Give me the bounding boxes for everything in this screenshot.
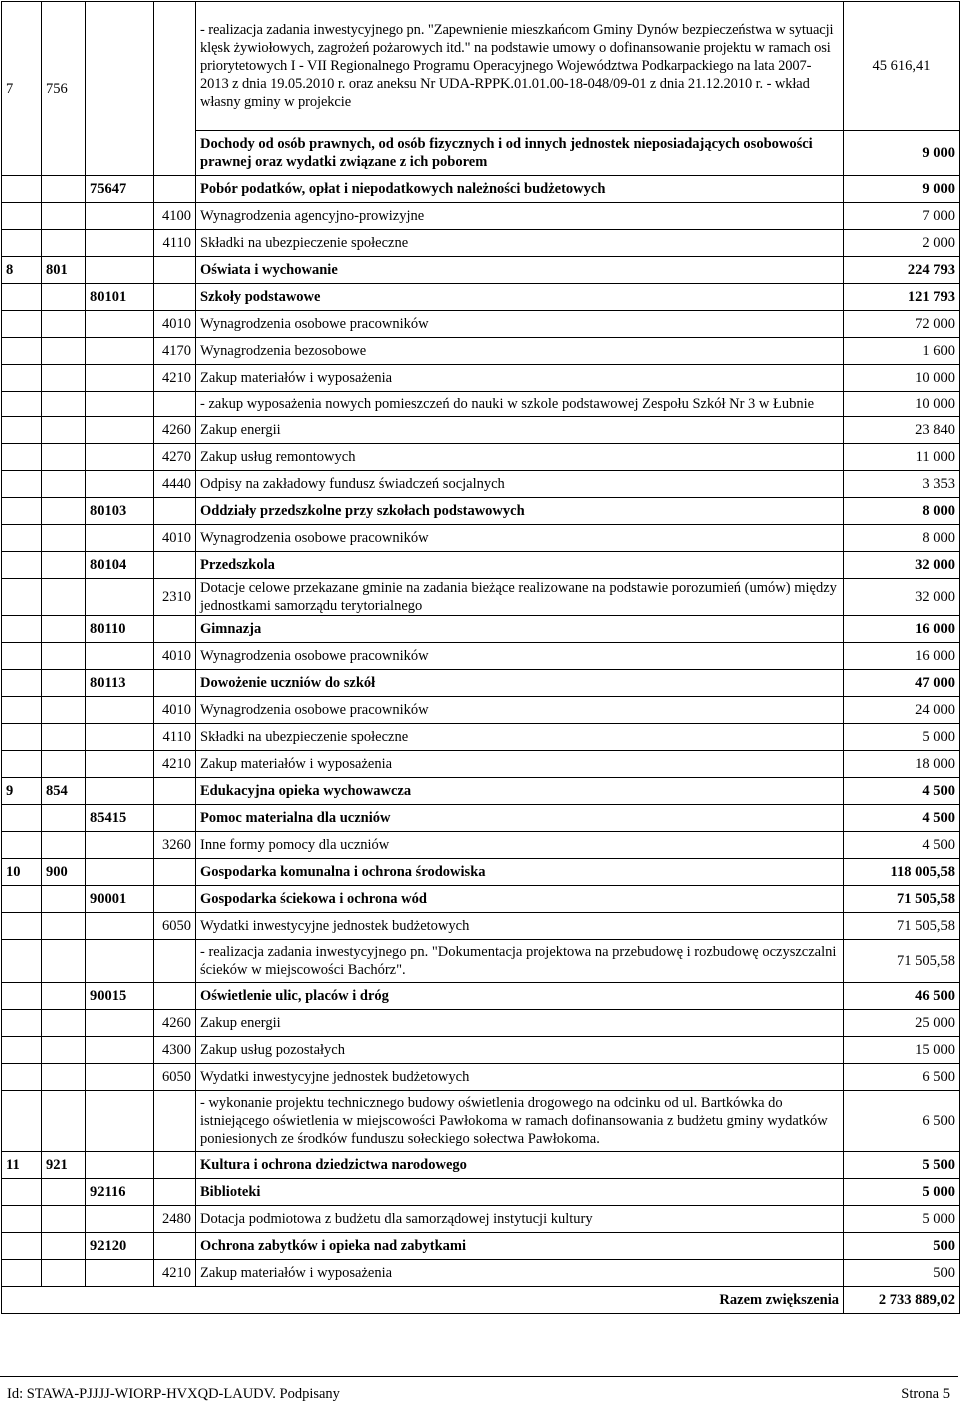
empty-nr-cell — [42, 338, 86, 365]
item-amount-cell: 9 000 — [844, 176, 960, 203]
empty-nr-cell — [42, 176, 86, 203]
item-name-cell: Zakup energii — [196, 417, 844, 444]
item-name-cell: Oddziały przedszkolne przy szkołach podstawowych — [196, 498, 844, 525]
empty-nr-cell — [42, 417, 86, 444]
empty-nr-cell — [42, 1233, 86, 1260]
empty-dz-cell — [2, 392, 42, 417]
empty-roz-cell — [86, 1152, 154, 1179]
item-amount-cell: 3 353 — [844, 471, 960, 498]
dz-cell: 7 — [2, 2, 42, 176]
empty-par-cell — [154, 552, 196, 579]
paragraf-code-cell: 4300 — [154, 1037, 196, 1064]
rozdzial-code-cell: 92120 — [86, 1233, 154, 1260]
empty-dz-cell — [2, 913, 42, 940]
empty-dz-cell — [2, 203, 42, 230]
item-amount-cell: 11 000 — [844, 444, 960, 471]
paragraf-code-cell: 4260 — [154, 1010, 196, 1037]
item-name-cell: Edukacyjna opieka wychowawcza — [196, 778, 844, 805]
empty-dz-cell — [2, 444, 42, 471]
empty-par-cell — [154, 1233, 196, 1260]
item-amount-cell: 72 000 — [844, 311, 960, 338]
table-row — [2, 230, 960, 257]
item-name-cell: Wynagrodzenia osobowe pracowników — [196, 643, 844, 670]
empty-nr-cell — [42, 643, 86, 670]
item-amount-cell: 10 000 — [844, 365, 960, 392]
empty-dz-cell — [2, 1206, 42, 1233]
item-name-cell: Składki na ubezpieczenie społeczne — [196, 724, 844, 751]
item-name-cell: Szkoły podstawowe — [196, 284, 844, 311]
empty-nr-cell — [42, 311, 86, 338]
empty-dz-cell — [2, 176, 42, 203]
table-row — [2, 552, 960, 579]
empty-roz-cell — [86, 444, 154, 471]
table-row — [2, 643, 960, 670]
item-amount-cell: 118 005,58 — [844, 859, 960, 886]
item-name-cell: Wydatki inwestycyjne jednostek budżetowych — [196, 913, 844, 940]
table-row — [2, 1037, 960, 1064]
rozdzial-code-cell: 80113 — [86, 670, 154, 697]
table-row — [2, 832, 960, 859]
item-amount-cell: 46 500 — [844, 983, 960, 1010]
empty-nr-cell — [42, 1260, 86, 1287]
item-amount-cell: 47 000 — [844, 670, 960, 697]
table-row — [2, 1064, 960, 1091]
empty-dz-cell — [2, 724, 42, 751]
empty-dz-cell — [2, 983, 42, 1010]
dz-code-cell: 801 — [42, 257, 86, 284]
empty-par-cell — [154, 859, 196, 886]
paragraf-code-cell: 4270 — [154, 444, 196, 471]
table-row — [2, 886, 960, 913]
empty-roz-cell — [86, 257, 154, 284]
item-amount-cell: 5 500 — [844, 1152, 960, 1179]
item-amount-cell: 71 505,58 — [844, 940, 960, 983]
item-name-cell: Pobór podatków, opłat i niepodatkowych należności budżetowych — [196, 176, 844, 203]
item-amount-cell: 4 500 — [844, 805, 960, 832]
item-amount-cell: 6 500 — [844, 1091, 960, 1152]
dz-cell: 10 — [2, 859, 42, 886]
empty-roz-cell — [86, 1064, 154, 1091]
empty-nr-cell — [42, 579, 86, 616]
empty-nr-cell — [42, 1010, 86, 1037]
empty-dz-cell — [2, 1179, 42, 1206]
empty-roz-cell — [86, 230, 154, 257]
item-name-cell: Zakup energii — [196, 1010, 844, 1037]
empty-nr-cell — [42, 1179, 86, 1206]
empty-dz-cell — [2, 230, 42, 257]
empty-roz-cell — [86, 1206, 154, 1233]
item-amount-cell: 2 000 — [844, 230, 960, 257]
document-id: Id: STAWA-PJJJJ-WIORP-HVXQD-LAUDV. Podpisany — [7, 1386, 340, 1402]
empty-dz-cell — [2, 1233, 42, 1260]
rozdzial-code-cell: 90001 — [86, 886, 154, 913]
item-name-cell: Wynagrodzenia agencyjno-prowizyjne — [196, 203, 844, 230]
item-name-cell: Gospodarka ściekowa i ochrona wód — [196, 886, 844, 913]
item-amount-cell: 121 793 — [844, 284, 960, 311]
table-row — [2, 1091, 960, 1152]
item-amount-cell: 8 000 — [844, 525, 960, 552]
rozdzial-code-cell: 80101 — [86, 284, 154, 311]
item-amount-cell: 500 — [844, 1233, 960, 1260]
item-amount-cell: 224 793 — [844, 257, 960, 284]
table-row — [2, 525, 960, 552]
table-row — [2, 203, 960, 230]
item-amount-cell: 25 000 — [844, 1010, 960, 1037]
table-row — [2, 365, 960, 392]
paragraf-code-cell: 4210 — [154, 365, 196, 392]
empty-nr-cell — [42, 444, 86, 471]
empty-roz-cell — [86, 724, 154, 751]
empty-roz-cell — [86, 392, 154, 417]
empty-roz-cell — [86, 1010, 154, 1037]
empty-dz-cell — [2, 1064, 42, 1091]
empty-roz-cell — [86, 1260, 154, 1287]
empty-nr-cell — [42, 805, 86, 832]
table-row — [2, 751, 960, 778]
item-name-cell: Gimnazja — [196, 616, 844, 643]
table-row — [2, 392, 960, 417]
budget-table-body — [2, 2, 960, 1314]
item-name-cell: Pomoc materialna dla uczniów — [196, 805, 844, 832]
empty-dz-cell — [2, 1091, 42, 1152]
paragraf-code-cell: 4010 — [154, 525, 196, 552]
empty-par-cell — [154, 1152, 196, 1179]
empty-roz-cell — [86, 338, 154, 365]
rozdzial-code-cell: 90015 — [86, 983, 154, 1010]
item-amount-cell: 24 000 — [844, 697, 960, 724]
rozdzial-code-cell: 85415 — [86, 805, 154, 832]
paragraf-code-cell: 4210 — [154, 751, 196, 778]
item-amount-cell: 71 505,58 — [844, 886, 960, 913]
empty-nr-cell — [42, 498, 86, 525]
dz-code-cell: 756 — [42, 2, 86, 176]
empty-nr-cell — [42, 471, 86, 498]
rozdzial-code-cell: 80104 — [86, 552, 154, 579]
empty-roz-cell — [86, 751, 154, 778]
empty-dz-cell — [2, 1260, 42, 1287]
item-name-cell: Zakup materiałów i wyposażenia — [196, 751, 844, 778]
item-name-cell: Zakup usług remontowych — [196, 444, 844, 471]
empty-nr-cell — [42, 832, 86, 859]
empty-dz-cell — [2, 579, 42, 616]
paragraf-code-cell: 3260 — [154, 832, 196, 859]
rozdzial-code-cell: 92116 — [86, 1179, 154, 1206]
item-name-cell: Dowożenie uczniów do szkół — [196, 670, 844, 697]
empty-nr-cell — [42, 525, 86, 552]
item-amount-cell: 23 840 — [844, 417, 960, 444]
empty-nr-cell — [42, 697, 86, 724]
paragraf-code-cell: 4170 — [154, 338, 196, 365]
page-footer — [0, 1376, 958, 1405]
item-amount-cell: 1 600 — [844, 338, 960, 365]
empty-dz-cell — [2, 697, 42, 724]
empty-roz-cell — [86, 579, 154, 616]
paragraf-code-cell: 4100 — [154, 203, 196, 230]
table-row — [2, 1233, 960, 1260]
empty-dz-cell — [2, 365, 42, 392]
paragraf-code-cell — [154, 940, 196, 983]
dz-code-cell: 921 — [42, 1152, 86, 1179]
empty-nr-cell — [42, 1091, 86, 1152]
empty-nr-cell — [42, 392, 86, 417]
empty-dz-cell — [2, 886, 42, 913]
empty-roz-cell — [86, 365, 154, 392]
empty-par-cell — [154, 670, 196, 697]
empty-nr-cell — [42, 940, 86, 983]
item-name-cell: - wykonanie projektu technicznego budowy oświetlenia drogowego na odcinku od ul. Bartkówka do istniejącego oświetlenia w miejscowości Pawłokoma w ramach dofinansowania z budżetu gminy wydatków poniesionych ze środków funduszu sołeckiego sołectwa Pawłokoma. — [196, 1091, 844, 1152]
dz-cell: 9 — [2, 778, 42, 805]
empty-par-cell — [154, 2, 196, 176]
empty-par-cell — [154, 778, 196, 805]
paragraf-code-cell: 4440 — [154, 471, 196, 498]
item-amount-cell: 10 000 — [844, 392, 960, 417]
table-row — [2, 859, 960, 886]
empty-dz-cell — [2, 940, 42, 983]
empty-roz-cell — [86, 471, 154, 498]
paragraf-code-cell: 2480 — [154, 1206, 196, 1233]
paragraf-code-cell: 6050 — [154, 1064, 196, 1091]
empty-par-cell — [154, 616, 196, 643]
empty-par-cell — [154, 257, 196, 284]
empty-roz-cell — [86, 859, 154, 886]
item-name-cell: Wydatki inwestycyjne jednostek budżetowych — [196, 1064, 844, 1091]
item-name-cell: Zakup materiałów i wyposażenia — [196, 365, 844, 392]
empty-nr-cell — [42, 1206, 86, 1233]
item-name-cell: Zakup materiałów i wyposażenia — [196, 1260, 844, 1287]
empty-nr-cell — [42, 913, 86, 940]
empty-dz-cell — [2, 1037, 42, 1064]
empty-dz-cell — [2, 751, 42, 778]
item-name-cell: Kultura i ochrona dziedzictwa narodowego — [196, 1152, 844, 1179]
total-row — [2, 1287, 960, 1314]
empty-par-cell — [154, 284, 196, 311]
empty-par-cell — [154, 498, 196, 525]
item-name-cell: Wynagrodzenia osobowe pracowników — [196, 697, 844, 724]
item-amount-cell: 4 500 — [844, 778, 960, 805]
table-row — [2, 913, 960, 940]
empty-dz-cell — [2, 643, 42, 670]
empty-roz-cell — [86, 417, 154, 444]
table-row — [2, 1179, 960, 1206]
table-row — [2, 498, 960, 525]
item-name-cell: - zakup wyposażenia nowych pomieszczeń do nauki w szkole podstawowej Zespołu Szkół Nr 3 w Łubnie — [196, 392, 844, 417]
paragraf-code-cell: 4110 — [154, 230, 196, 257]
item-name-cell: Oświetlenie ulic, placów i dróg — [196, 983, 844, 1010]
empty-dz-cell — [2, 417, 42, 444]
empty-dz-cell — [2, 284, 42, 311]
dz-cell: 8 — [2, 257, 42, 284]
table-row — [2, 983, 960, 1010]
empty-nr-cell — [42, 724, 86, 751]
paragraf-code-cell — [154, 1091, 196, 1152]
empty-dz-cell — [2, 471, 42, 498]
empty-nr-cell — [42, 670, 86, 697]
empty-nr-cell — [42, 983, 86, 1010]
empty-nr-cell — [42, 230, 86, 257]
item-amount-cell: 71 505,58 — [844, 913, 960, 940]
table-row-top-description — [2, 2, 960, 131]
table-row — [2, 471, 960, 498]
empty-dz-cell — [2, 525, 42, 552]
empty-nr-cell — [42, 1037, 86, 1064]
item-name-cell: Odpisy na zakładowy fundusz świadczeń socjalnych — [196, 471, 844, 498]
item-name-cell: Gospodarka komunalna i ochrona środowiska — [196, 859, 844, 886]
table-row — [2, 778, 960, 805]
empty-roz-cell — [86, 525, 154, 552]
empty-roz-cell — [86, 913, 154, 940]
task-description: - realizacja zadania inwestycyjnego pn. "Zapewnienie mieszkańcom Gminy Dynów bezpieczeństwa w sytuacji klęsk żywiołowych, zagrożeń pożarowych itd." na podstawie umowy o dofinansowanie projektu w ramach osi priorytetowych I - VII Regionalnego Programu Operacyjnego Województwa Podkarpackiego na lata 2007-2013 z dnia 19.05.2010 r. oraz aneksu Nr UDA-RPPK.01.01.00-18-048/09-01 z dnia 21.12.2010 r. - wkład własny gminy w projekcie — [196, 2, 844, 131]
paragraf-code-cell: 4110 — [154, 724, 196, 751]
empty-dz-cell — [2, 338, 42, 365]
item-amount-cell: 7 000 — [844, 203, 960, 230]
empty-par-cell — [154, 886, 196, 913]
paragraf-code-cell: 2310 — [154, 579, 196, 616]
item-name-cell: Wynagrodzenia osobowe pracowników — [196, 525, 844, 552]
paragraf-code-cell: 4260 — [154, 417, 196, 444]
item-amount-cell: 16 000 — [844, 616, 960, 643]
table-row — [2, 311, 960, 338]
item-amount-cell: 500 — [844, 1260, 960, 1287]
dz-code-cell: 854 — [42, 778, 86, 805]
item-name-cell: Biblioteki — [196, 1179, 844, 1206]
table-row — [2, 724, 960, 751]
item-name-cell: Dotacja podmiotowa z budżetu dla samorządowej instytucji kultury — [196, 1206, 844, 1233]
table-row — [2, 1152, 960, 1179]
empty-nr-cell — [42, 552, 86, 579]
paragraf-code-cell: 6050 — [154, 913, 196, 940]
empty-nr-cell — [42, 203, 86, 230]
empty-par-cell — [154, 805, 196, 832]
table-row — [2, 444, 960, 471]
empty-par-cell — [154, 983, 196, 1010]
empty-roz-cell — [86, 832, 154, 859]
empty-roz-cell — [86, 940, 154, 983]
empty-roz-cell — [86, 643, 154, 670]
empty-dz-cell — [2, 832, 42, 859]
item-amount-cell: 4 500 — [844, 832, 960, 859]
empty-roz-cell — [86, 697, 154, 724]
rozdzial-code-cell: 80110 — [86, 616, 154, 643]
empty-dz-cell — [2, 498, 42, 525]
paragraf-code-cell: 4010 — [154, 643, 196, 670]
item-name-cell: Dotacje celowe przekazane gminie na zadania bieżące realizowane na podstawie porozumień (umów) między jednostkami samorządu terytorialnego — [196, 579, 844, 616]
item-name-cell: Ochrona zabytków i opieka nad zabytkami — [196, 1233, 844, 1260]
rozdzial-code-cell: 80103 — [86, 498, 154, 525]
section-amount: 9 000 — [844, 131, 960, 176]
empty-roz-cell — [86, 2, 154, 176]
empty-nr-cell — [42, 616, 86, 643]
table-row — [2, 1260, 960, 1287]
empty-roz-cell — [86, 311, 154, 338]
item-name-cell: Wynagrodzenia osobowe pracowników — [196, 311, 844, 338]
empty-nr-cell — [42, 886, 86, 913]
item-amount-cell: 5 000 — [844, 1179, 960, 1206]
item-amount-cell: 8 000 — [844, 498, 960, 525]
item-amount-cell: 18 000 — [844, 751, 960, 778]
table-row — [2, 1010, 960, 1037]
empty-roz-cell — [86, 203, 154, 230]
item-amount-cell: 6 500 — [844, 1064, 960, 1091]
table-row — [2, 338, 960, 365]
total-label: Razem zwiększenia — [2, 1287, 844, 1314]
table-row — [2, 284, 960, 311]
table-row — [2, 616, 960, 643]
table-row — [2, 176, 960, 203]
rozdzial-code-cell: 75647 — [86, 176, 154, 203]
empty-nr-cell — [42, 751, 86, 778]
empty-nr-cell — [42, 284, 86, 311]
budget-sheet — [1, 1, 959, 1314]
empty-dz-cell — [2, 311, 42, 338]
item-name-cell: Inne formy pomocy dla uczniów — [196, 832, 844, 859]
budget-table — [1, 1, 960, 1314]
item-amount-cell: 15 000 — [844, 1037, 960, 1064]
paragraf-code-cell: 4010 — [154, 311, 196, 338]
item-amount-cell: 32 000 — [844, 579, 960, 616]
total-amount: 2 733 889,02 — [844, 1287, 960, 1314]
empty-nr-cell — [42, 1064, 86, 1091]
empty-dz-cell — [2, 1010, 42, 1037]
table-row — [2, 940, 960, 983]
item-name-cell: Wynagrodzenia bezosobowe — [196, 338, 844, 365]
item-name-cell: - realizacja zadania inwestycyjnego pn. "Dokumentacja projektowa na przebudowę i rozbudowę oczyszczalni ścieków w miejscowości Bachórz". — [196, 940, 844, 983]
item-name-cell: Oświata i wychowanie — [196, 257, 844, 284]
table-row — [2, 697, 960, 724]
empty-dz-cell — [2, 805, 42, 832]
paragraf-code-cell: 4210 — [154, 1260, 196, 1287]
paragraf-code-cell — [154, 392, 196, 417]
empty-roz-cell — [86, 1091, 154, 1152]
empty-roz-cell — [86, 1037, 154, 1064]
empty-dz-cell — [2, 670, 42, 697]
table-row — [2, 579, 960, 616]
empty-dz-cell — [2, 552, 42, 579]
empty-par-cell — [154, 176, 196, 203]
item-name-cell: Składki na ubezpieczenie społeczne — [196, 230, 844, 257]
item-amount-cell: 16 000 — [844, 643, 960, 670]
table-row — [2, 805, 960, 832]
item-amount-cell: 32 000 — [844, 552, 960, 579]
section-title: Dochody od osób prawnych, od osób fizycznych i od innych jednostek nieposiadających osobowości prawnej oraz wydatki związane z ich poborem — [196, 131, 844, 176]
item-amount-cell: 5 000 — [844, 724, 960, 751]
dz-code-cell: 900 — [42, 859, 86, 886]
item-name-cell: Przedszkola — [196, 552, 844, 579]
item-amount-cell: 5 000 — [844, 1206, 960, 1233]
table-row — [2, 1206, 960, 1233]
table-row — [2, 670, 960, 697]
page-number: Strona 5 — [901, 1386, 950, 1402]
paragraf-code-cell: 4010 — [154, 697, 196, 724]
empty-nr-cell — [42, 365, 86, 392]
table-row — [2, 257, 960, 284]
item-name-cell: Zakup usług pozostałych — [196, 1037, 844, 1064]
empty-dz-cell — [2, 616, 42, 643]
empty-par-cell — [154, 1179, 196, 1206]
table-row — [2, 417, 960, 444]
empty-roz-cell — [86, 778, 154, 805]
dz-cell: 11 — [2, 1152, 42, 1179]
task-amount: 45 616,41 — [844, 2, 960, 131]
